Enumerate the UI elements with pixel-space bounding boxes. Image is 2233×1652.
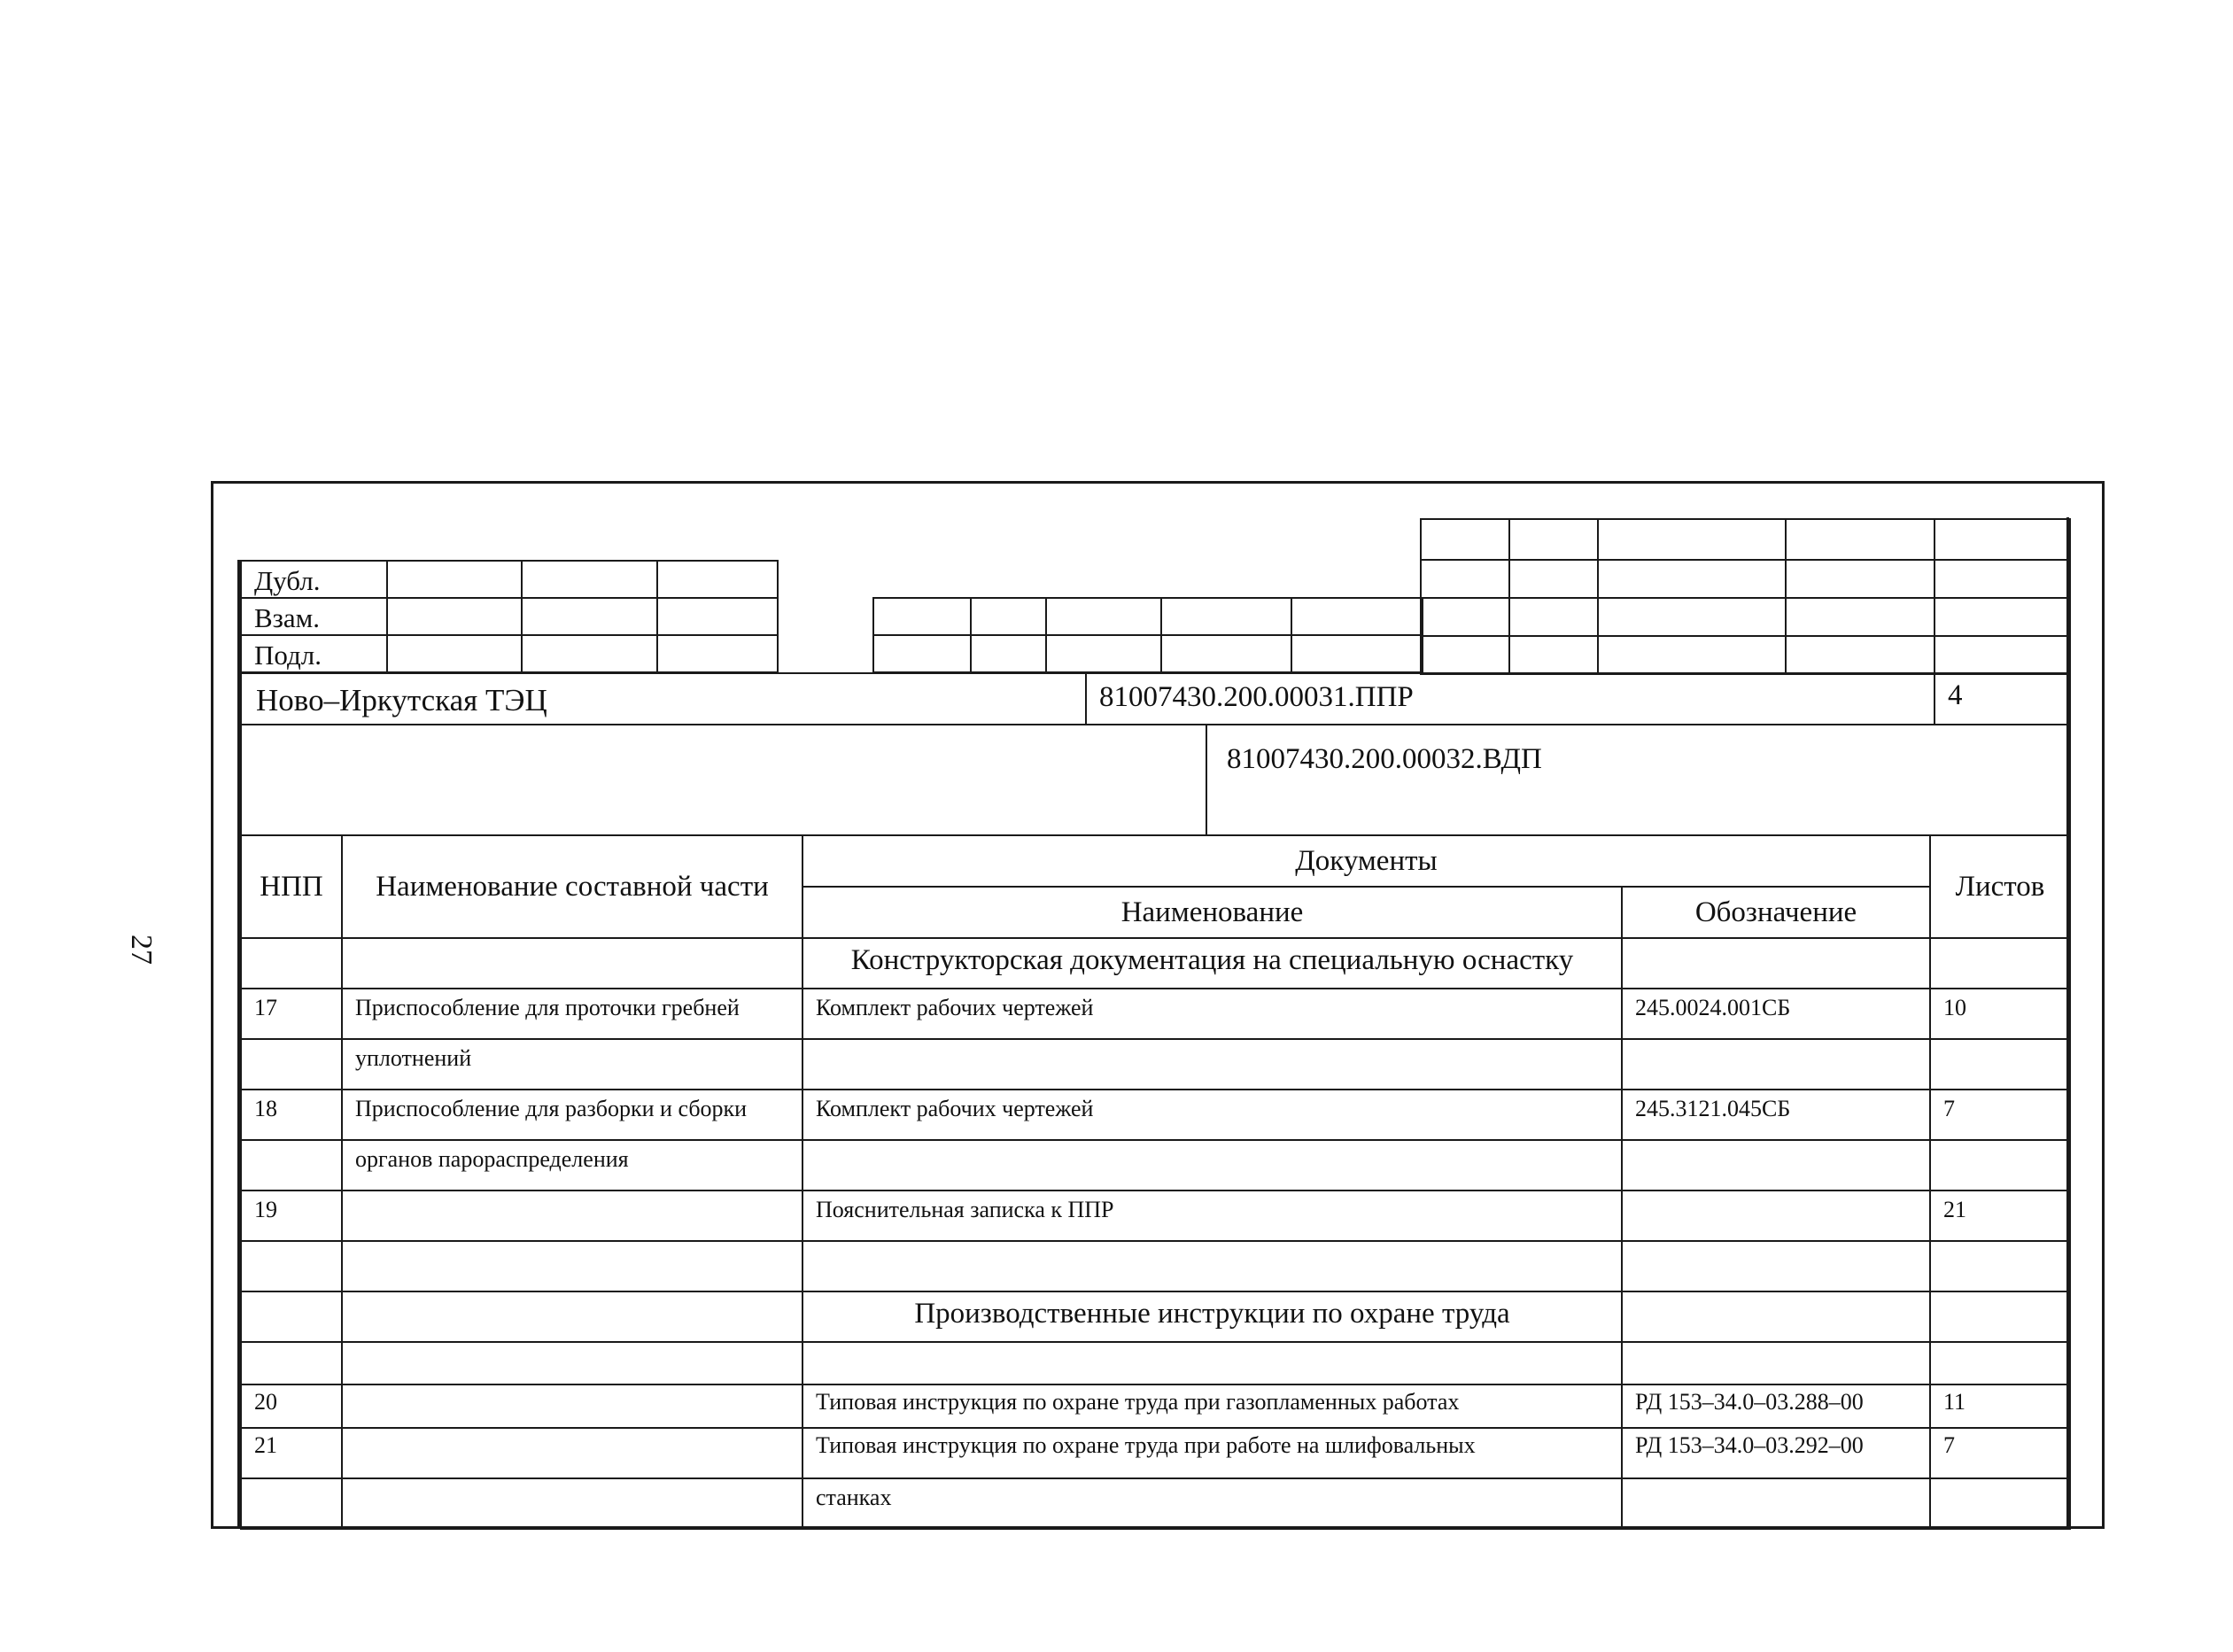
cell-doc: станках: [816, 1485, 892, 1510]
table-row: [241, 1140, 2070, 1191]
cell-doc: Типовая инструкция по охране труда при газопламенных работах: [816, 1389, 1460, 1415]
doc-code-2-cell: [1206, 725, 2070, 835]
section-heading-2: [802, 1291, 1622, 1342]
stamp-cell: [657, 635, 778, 672]
stamp-cell: [657, 561, 778, 598]
contents-table: [240, 834, 2071, 1530]
cell-code: 245.3121.045СБ: [1635, 1096, 1791, 1121]
cell-sheets: 10: [1943, 995, 1966, 1020]
table-row: [241, 1191, 2070, 1241]
sheet-cell: [1934, 673, 2070, 725]
header-documents: [802, 835, 1930, 887]
object-name: Ново–Иркутская ТЭЦ: [256, 683, 547, 717]
header-doc-code: [1622, 887, 1930, 938]
header-doc-code-label: Обозначение: [1694, 896, 1857, 928]
doc-code-1-cell: [1086, 673, 1934, 725]
cell-npp: 18: [254, 1096, 277, 1121]
sheet-number: 4: [1948, 679, 1963, 711]
object-name-cell: [241, 673, 1086, 725]
cell-doc: Типовая инструкция по охране труда при работе на шлифовальных: [816, 1432, 1476, 1458]
revision-grid-right: [1420, 518, 2071, 675]
stamp-cell: [387, 598, 522, 635]
empty-title-cell: [241, 725, 1206, 835]
doc-code-1: 81007430.200.00031.ППР: [1099, 681, 1414, 713]
cell-doc: Пояснительная записка к ППР: [816, 1197, 1114, 1222]
section-heading-2-label: Производственные инструкции по охране труда: [914, 1298, 1510, 1330]
stamp-label-dubl: Дубл.: [241, 561, 387, 598]
stamp-cell: [387, 635, 522, 672]
cell-sheets: 7: [1943, 1096, 1955, 1121]
cell-part: органов парораспределения: [355, 1146, 629, 1172]
stamp-cell: [522, 635, 657, 672]
cell-doc: Комплект рабочих чертежей: [816, 995, 1094, 1020]
title-row-2: [240, 724, 2071, 836]
section-heading-1: [802, 938, 1622, 989]
cell-part: уплотнений: [355, 1045, 472, 1071]
stamp-label-vzam: Взам.: [241, 598, 387, 635]
stamp-cell: [522, 598, 657, 635]
header-doc-name: [802, 887, 1622, 938]
header-sheets: [1930, 835, 2070, 938]
cell-sheets: 11: [1943, 1389, 1966, 1415]
table-row: [241, 1478, 2070, 1529]
table-row: [241, 1039, 2070, 1090]
cell-part: Приспособление для разборки и сборки: [355, 1096, 748, 1121]
cell-sheets: 21: [1943, 1197, 1966, 1222]
cell-npp: 19: [254, 1197, 277, 1222]
header-documents-label: Документы: [1295, 844, 1438, 877]
cell-code: РД 153–34.0–03.292–00: [1635, 1432, 1864, 1458]
cell-doc: Комплект рабочих чертежей: [816, 1096, 1094, 1121]
cell-code: 245.0024.001СБ: [1635, 995, 1791, 1020]
cell-npp: 20: [254, 1389, 277, 1415]
revision-grid-middle: [872, 597, 1423, 673]
table-row: [241, 1090, 2070, 1140]
page-number: 27: [125, 935, 158, 965]
stamp-cell: [657, 598, 778, 635]
header-part-name: [342, 835, 802, 938]
header-npp-label: НПП: [260, 870, 323, 903]
cell-code: РД 153–34.0–03.288–00: [1635, 1389, 1864, 1415]
table-row: [241, 1384, 2070, 1428]
header-sheets-label: Листов: [1955, 870, 2045, 903]
cell-npp: 21: [254, 1432, 277, 1458]
stamp-cell: [522, 561, 657, 598]
stamp-cell: [387, 561, 522, 598]
section-heading-1-label: Конструкторская документация на специальную оснастку: [850, 944, 1574, 976]
header-npp: [241, 835, 342, 938]
doc-code-2: 81007430.200.00032.ВДП: [1227, 743, 1542, 775]
cell-part: Приспособление для проточки гребней: [355, 995, 740, 1020]
cell-npp: 17: [254, 995, 277, 1020]
table-row: [241, 989, 2070, 1039]
header-part-name-label: Наименование составной части: [376, 870, 769, 903]
cell-sheets: 7: [1943, 1432, 1955, 1458]
stamp-table: [240, 560, 779, 673]
header-doc-name-label: Наименование: [1120, 896, 1304, 928]
title-row: [240, 672, 2071, 725]
stamp-label-podl: Подл.: [241, 635, 387, 672]
table-row: [241, 1428, 2070, 1478]
